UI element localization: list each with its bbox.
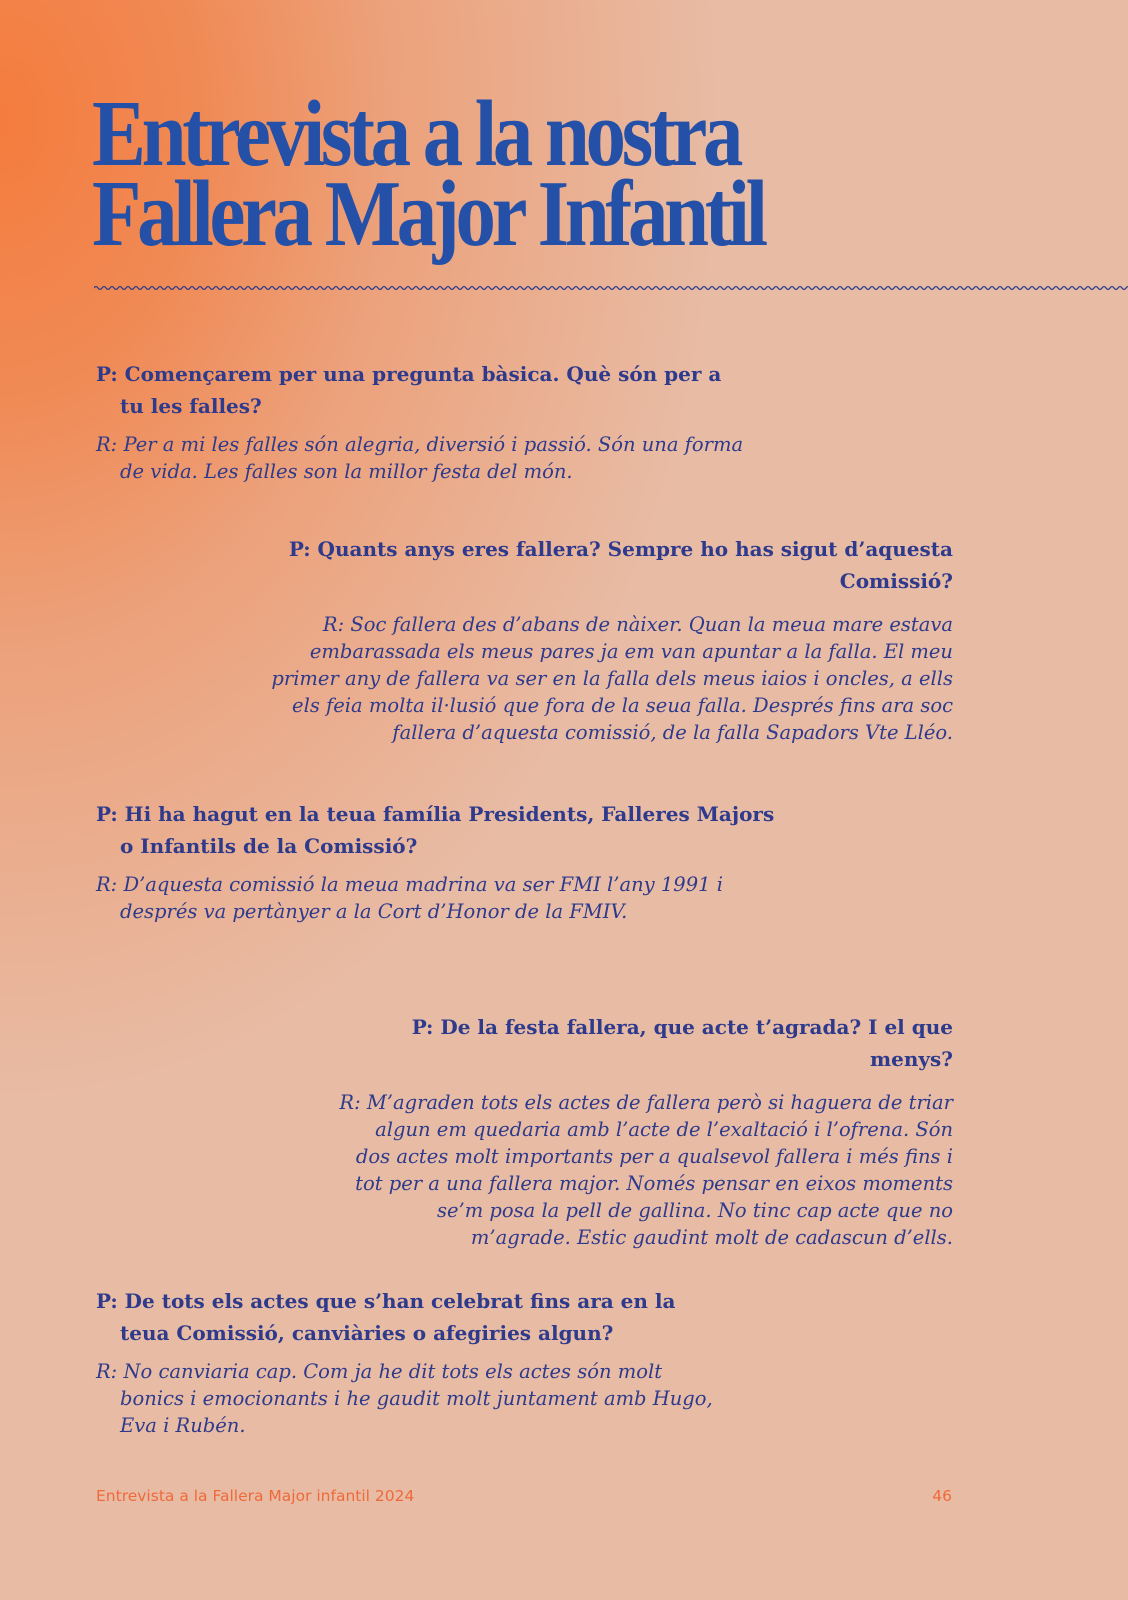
question-4: P: De la festa fallera, que acte t’agrada? I el que menys? — [411, 1015, 953, 1071]
answer-4: R: M’agraden tots els actes de fallera però si haguera de triar algun em quedaria amb l’acte de l’exaltació i l’ofrena. Són dos actes molt importants per a qualsevol fallera i més fins i tot per a una fallera major. Només pensar en eixos moments se’m posa la pell de gallina. No tinc cap acte que no m’agrade. Estic gaudint molt de cadascun d’ells. — [339, 1091, 953, 1249]
qa-block-5 — [96, 1285, 716, 1439]
qa-block-3 — [96, 798, 776, 925]
answer-1: R: Per a mi les falles són alegria, diversió i passió. Són una forma de vida. Les falles son la millor festa del món. — [96, 433, 744, 483]
qa-block-1 — [96, 358, 746, 485]
question-1: P: Començarem per una pregunta bàsica. Què són per a tu les falles? — [96, 362, 722, 418]
footer-text: Entrevista a la Fallera Major infantil 2024 — [96, 1487, 415, 1505]
page-number: 46 — [932, 1487, 952, 1505]
title-line-2: Fallera Major Infantil — [92, 162, 764, 266]
question-3: P: Hi ha hagut en la teua família Presidents, Falleres Majors o Infantils de la Comissió? — [96, 802, 775, 858]
answer-5: R: No canviaria cap. Com ja he dit tots els actes són molt bonics i emocionants i he gaudit molt juntament amb Hugo, Eva i Rubén. — [96, 1360, 713, 1437]
answer-3: R: D’aquesta comissió la meua madrina va ser FMI l’any 1991 i després va pertànyer a la Cort d’Honor de la FMIV. — [96, 873, 723, 923]
page-title — [92, 82, 764, 266]
qa-block-4 — [335, 1011, 953, 1251]
question-5: P: De tots els actes que s’han celebrat fins ara en la teua Comissió, canviàries o afegiries algun? — [96, 1289, 676, 1345]
title-line-1: Entrevista a la nostra — [92, 82, 740, 186]
question-2: P: Quants anys eres fallera? Sempre ho has sigut d’aquesta Comissió? — [288, 537, 953, 593]
page-footer — [96, 1487, 952, 1505]
wavy-divider — [94, 283, 1128, 293]
answer-2: R: Soc fallera des d’abans de nàixer. Quan la meua mare estava embarassada els meus pares ja em van apuntar a la falla. El meu primer any de fallera va ser en la falla dels meus iaios i oncles, a ells els feia molta il·lusió que fora de la seua falla. Després fins ara soc fallera d’aquesta comissió, de la falla Sapadors Vte Lléo. — [271, 613, 953, 744]
qa-block-2 — [270, 533, 953, 746]
